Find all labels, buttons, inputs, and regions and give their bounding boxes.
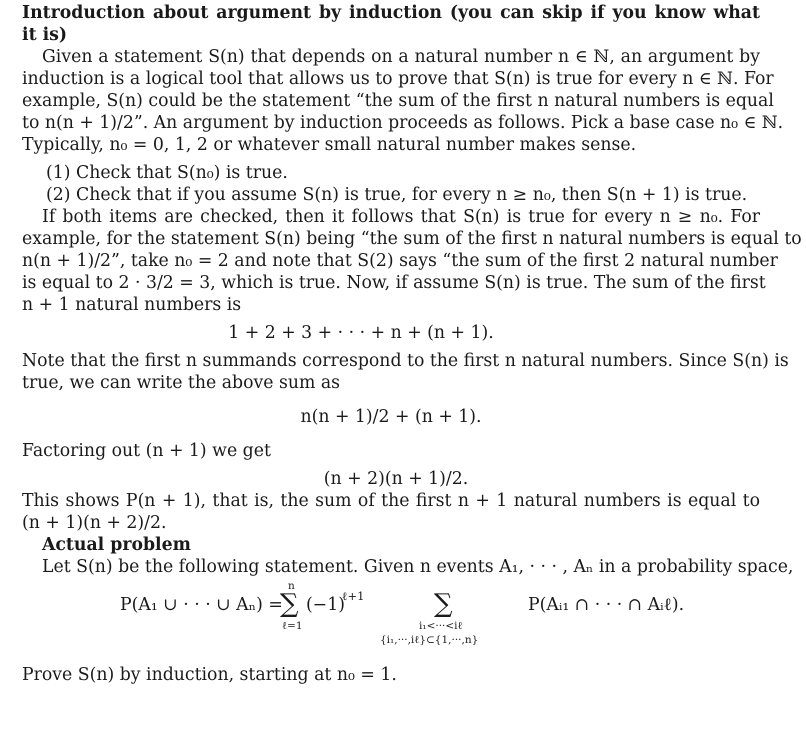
intro-paragraph-1 (22, 46, 784, 156)
step-1: (1) Check that S(n₀) is true. (46, 163, 288, 183)
equation-3: (n + 2)(n + 1)/2. (323, 469, 469, 489)
intro-heading-line2: it is) (22, 25, 68, 45)
equation-1: 1 + 2 + 3 + · · · + n + (n + 1). (228, 323, 494, 343)
paragraph-line: to n(n + 1)/2”. An argument by induction proceeds as follows. Pick a base case n₀ ∈ ℕ. (22, 113, 784, 133)
sum1-lower-limit: ℓ=1 (282, 620, 303, 632)
paragraph-line: true, we can write the above sum as (22, 373, 341, 393)
intro-paragraph-4: Factoring out (n + 1) we get (22, 441, 271, 461)
intro-paragraph-5 (22, 490, 760, 534)
formula-lhs: P(A₁ ∪ · · · ∪ Aₙ) = (120, 595, 283, 615)
paragraph-line: Note that the first n summands correspond to the first n natural numbers. Since S(n) is (22, 351, 789, 371)
paragraph-line: example, for the statement S(n) being “the sum of the first n natural numbers is equal to (22, 229, 802, 249)
step-2: (2) Check that if you assume S(n) is true, for every n ≥ n₀, then S(n + 1) is true. (46, 185, 748, 205)
problem-heading: Actual problem (42, 535, 191, 555)
paragraph-line: induction is a logical tool that allows us to prove that S(n) is true for every n ∈ ℕ. For (22, 69, 774, 89)
problem-conclusion: Prove S(n) by induction, starting at n₀ = 1. (22, 665, 397, 685)
sum1-upper-limit: n (288, 580, 295, 592)
induction-steps (22, 162, 760, 206)
intro-paragraph-2 (22, 206, 802, 316)
sum2-sigma: ∑ (434, 589, 453, 619)
paragraph-line: n + 1 natural numbers is (22, 295, 242, 315)
equation-2: n(n + 1)/2 + (n + 1). (300, 407, 482, 427)
formula-sign-term: (−1) (306, 595, 345, 615)
problem-statement: Let S(n) be the following statement. Given n events A₁, · · · , Aₙ in a probability space, (42, 557, 794, 577)
formula-exponent: ℓ+1 (342, 589, 365, 603)
paragraph-line: n(n + 1)/2”, take n₀ = 2 and note that S(2) says “the sum of the first 2 natural number (22, 251, 778, 271)
paragraph-line: (n + 1)(n + 2)/2. (22, 513, 167, 533)
sum1-sigma: ∑ (280, 589, 299, 619)
intro-paragraph-3 (22, 350, 789, 394)
inclusion-exclusion-formula (22, 578, 760, 658)
sum2-lower-limit-2: {i₁,···,iℓ}⊂{1,···,n} (380, 634, 479, 646)
paragraph-line: Typically, n₀ = 0, 1, 2 or whatever small natural number makes sense. (22, 135, 637, 155)
document-page (22, 2, 802, 686)
formula-rhs: P(Aᵢ₁ ∩ · · · ∩ Aᵢℓ). (528, 595, 685, 615)
paragraph-line: If both items are checked, then it follows that S(n) is true for every n ≥ n₀. For (42, 207, 760, 227)
paragraph-line: Given a statement S(n) that depends on a natural number n ∈ ℕ, an argument by (42, 47, 760, 67)
paragraph-line: This shows P(n + 1), that is, the sum of the first n + 1 natural numbers is equal to (22, 491, 760, 511)
intro-heading-line1: Introduction about argument by induction (you can skip if you know what (22, 3, 760, 23)
paragraph-line: is equal to 2 · 3/2 = 3, which is true. Now, if assume S(n) is true. The sum of the first (22, 273, 766, 293)
paragraph-line: example, S(n) could be the statement “the sum of the first n natural numbers is equal (22, 91, 774, 111)
sum2-lower-limit-1: i₁<···<iℓ (419, 620, 463, 632)
